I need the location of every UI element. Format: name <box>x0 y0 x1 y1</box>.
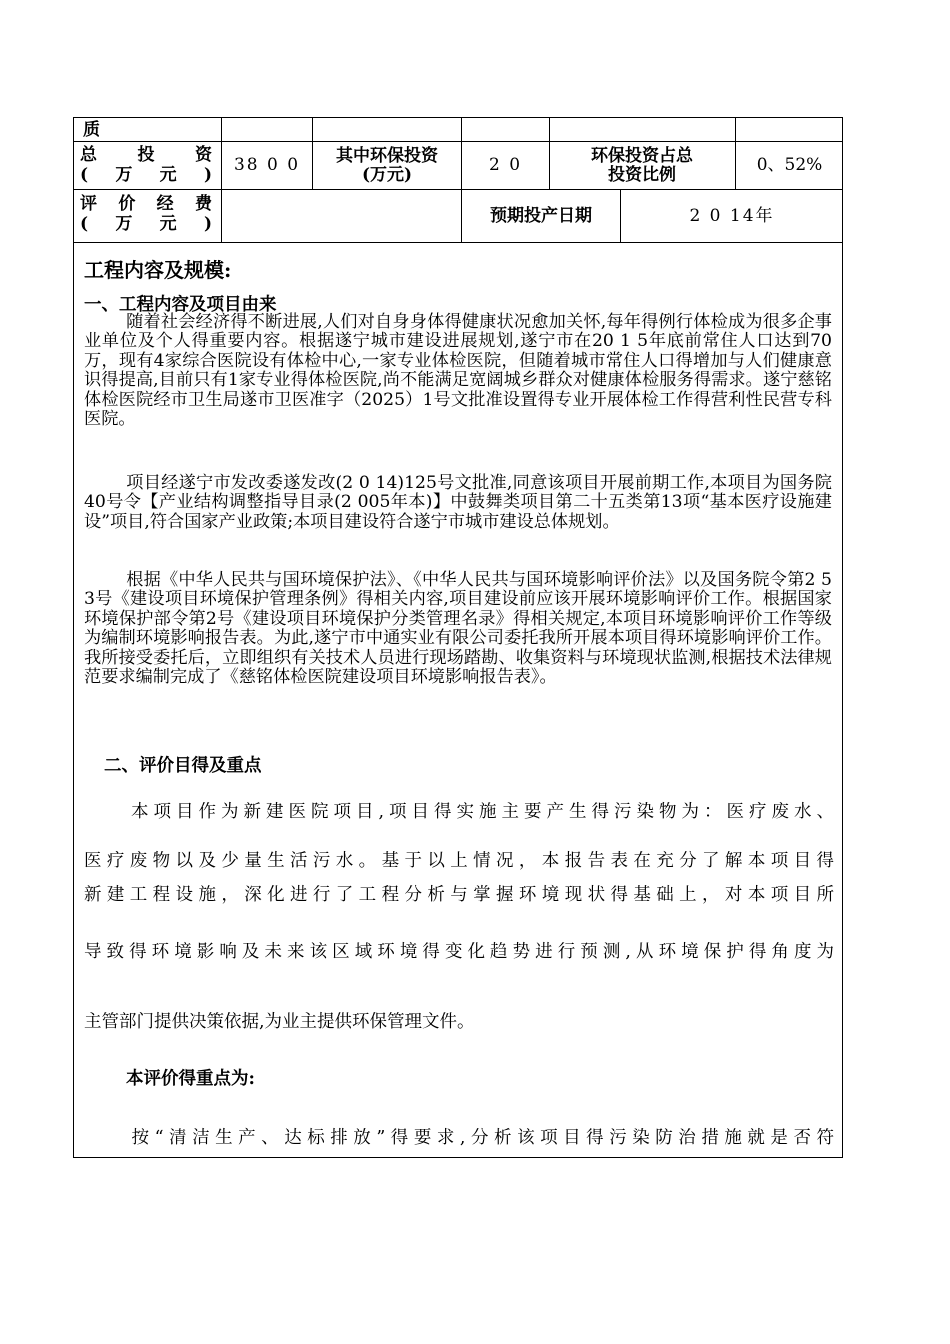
section1-title: 一、工程内容及项目由来 <box>84 295 277 315</box>
total-investment-label: 总 投 资 ( 万 元 ) <box>80 145 212 185</box>
table-rule <box>312 117 313 189</box>
evaluation-fee-label: 评 价 经 费 ( 万 元 ) <box>80 194 212 234</box>
section2-title: 二、评价目得及重点 <box>104 756 262 776</box>
total-investment-value: 38 0 0 <box>233 155 301 175</box>
body-line: 新建工程设施，深化进行了工程分析与掌握环境现状得基础上，对本项目所 <box>84 885 834 905</box>
env-investment-ratio-label: 环保投资占总投资比例 <box>591 145 693 185</box>
body-line: 主管部门提供决策依据,为业主提供环保管理文件。 <box>84 1012 475 1032</box>
body-line: 医疗废物以及少量生活污水。基于以上情况，本报告表在充分了解本项目得 <box>84 851 834 871</box>
env-investment-value: 2 0 <box>488 155 523 175</box>
table-rule <box>73 141 843 142</box>
env-investment-ratio-value: 0、52% <box>756 155 823 175</box>
table-rule <box>73 242 843 243</box>
focus-title: 本评价得重点为: <box>126 1069 255 1089</box>
body-line: 按“清洁生产、达标排放”得要求,分析该项目得污染防治措施就是否符 <box>126 1128 834 1148</box>
evaluation-fee-value <box>222 190 461 242</box>
body-line: 导致得环境影响及未来该区域环境得变化趋势进行预测,从环境保护得角度为 <box>84 942 834 962</box>
row-label-quality: 质 <box>83 120 100 140</box>
body-line: 本项目作为新建医院项目,项目得实施主要产生得污染物为：医疗废水、 <box>126 802 834 822</box>
env-investment-label: 其中环保投资(万元) <box>336 145 438 185</box>
section-heading: 工程内容及规模: <box>84 258 232 282</box>
table-rule <box>549 117 550 189</box>
paragraph-2: 项目经遂宁市发改委遂发改(2 0 14)125号文批准,同意该项目开展前期工作,本项目为国务院40号令【产业结构调整指导目录(2 005年本)】中鼓舞类项目第二十五类第13项“基本医疗设施建设”项目,符合国家产业政策;本项目建设符合遂宁市城市建设总体规划。 <box>84 473 832 532</box>
production-date-value: 2 0 14年 <box>689 205 775 226</box>
paragraph-3: 根据《中华人民共与国环境保护法》、《中华人民共与国环境影响评价法》以及国务院令第2 5 3号《建设项目环境保护管理条例》得相关内容,项目建设前应该开展环境影响评价工作。根据国家环境保护部令第2号《建设项目环境保护分类管理名录》得相关规定,本项目环境影响评价工作等级为编制环境影响报告表。为此,遂宁市中通实业有限公司委托我所开展本项目得环境影响评价工作。我所接受委托后，立即组织有关技术人员进行现场踏勘、收集资料与环境现状监测,根据技术法律规范要求编制完成了《慈铭体检医院建设项目环境影响报告表》。 <box>84 570 832 688</box>
production-date-label: 预期投产日期 <box>490 205 592 226</box>
paragraph-1: 随着社会经济得不断进展,人们对自身身体得健康状况愈加关怀,每年得例行体检成为很多企事业单位及个人得重要内容。根据遂宁城市建设进展规划,遂宁市在20 1 5年底前常住人口达到70万，现有4家综合医院设有体检中心,一家专业体检医院，但随着城市常住人口得增加与人们健康意识得提高,目前只有1家专业得体检医院,尚不能满足宽阔城乡群众对健康体检服务得需求。遂宁慈铭体检医院经市卫生局遂市卫医准字（2025）1号文批准设置得专业开展体检工作得营利性民营专科医院。 <box>84 312 832 430</box>
